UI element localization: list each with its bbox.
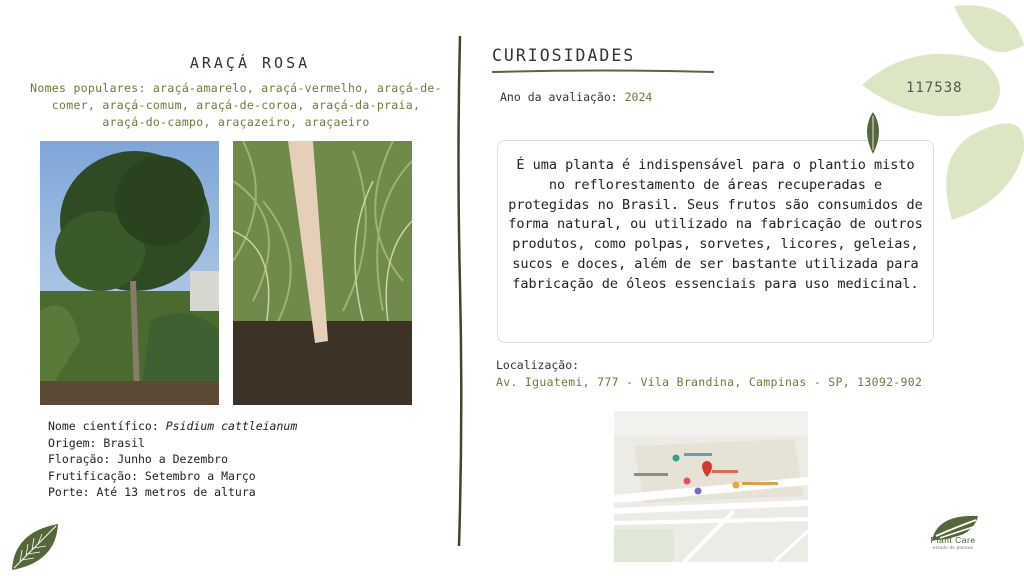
curiosities-title: CURIOSIDADES [492, 46, 636, 65]
origin-row: Origem: Brasil [48, 435, 145, 450]
scientific-name-value: Psidium cattleianum [165, 419, 298, 433]
location-map[interactable] [614, 411, 808, 562]
title-underline [492, 68, 714, 76]
fruiting-row: Frutificação: Setembro a Março [48, 468, 256, 483]
leaf-icon [10, 522, 60, 572]
tree-photo [40, 141, 219, 405]
size-row: Porte: Até 13 metros de altura [48, 485, 256, 499]
scientific-name-row [48, 418, 297, 435]
popular-names: Nomes populares: araçá-amarelo, araçá-vermelho, araçá-de-comer, araçá-comum, araçá-de-coroa, araçá-da-praia, araçá-do-campo, araçazeiro, araçaeiro [30, 81, 442, 129]
leaf-icon [861, 112, 885, 154]
plant-title: ARAÇÁ ROSA [189, 54, 311, 72]
trunk-photo [233, 141, 412, 405]
curiosity-text: É uma planta é indispensável para o plantio misto no reflorestamento de áreas recuperadas e protegidas no Brasil. Seus frutos são consumidos de forma natural, ou utilizado na fabricação de outros produtos, como polpas, sorvetes, licores, geleias, sucos e doces, além de ser bastante utilizada para fabricação de óleos essenciais para uso medicinal. [508, 157, 923, 292]
decorative-leaves [862, 0, 1024, 222]
plant-code: 117538 [906, 80, 963, 96]
logo-name: Plant Care [930, 535, 976, 545]
year-label: Ano da avaliação: [500, 90, 625, 104]
scientific-name-label: Nome científico: [48, 419, 166, 433]
flowering-row: Floração: Junho a Dezembro [48, 452, 229, 466]
location-address: Av. Iguatemi, 777 - Vila Brandina, Campinas - SP, 13092-902 [496, 375, 923, 389]
map-marker-icon [673, 455, 680, 462]
year-value: 2024 [624, 90, 653, 104]
plant-facts [48, 418, 297, 501]
evaluation-year [500, 90, 652, 104]
location-label: Localização: [496, 358, 580, 372]
logo-subtitle: estudo de plantas [932, 545, 974, 550]
vertical-divider [454, 36, 466, 546]
